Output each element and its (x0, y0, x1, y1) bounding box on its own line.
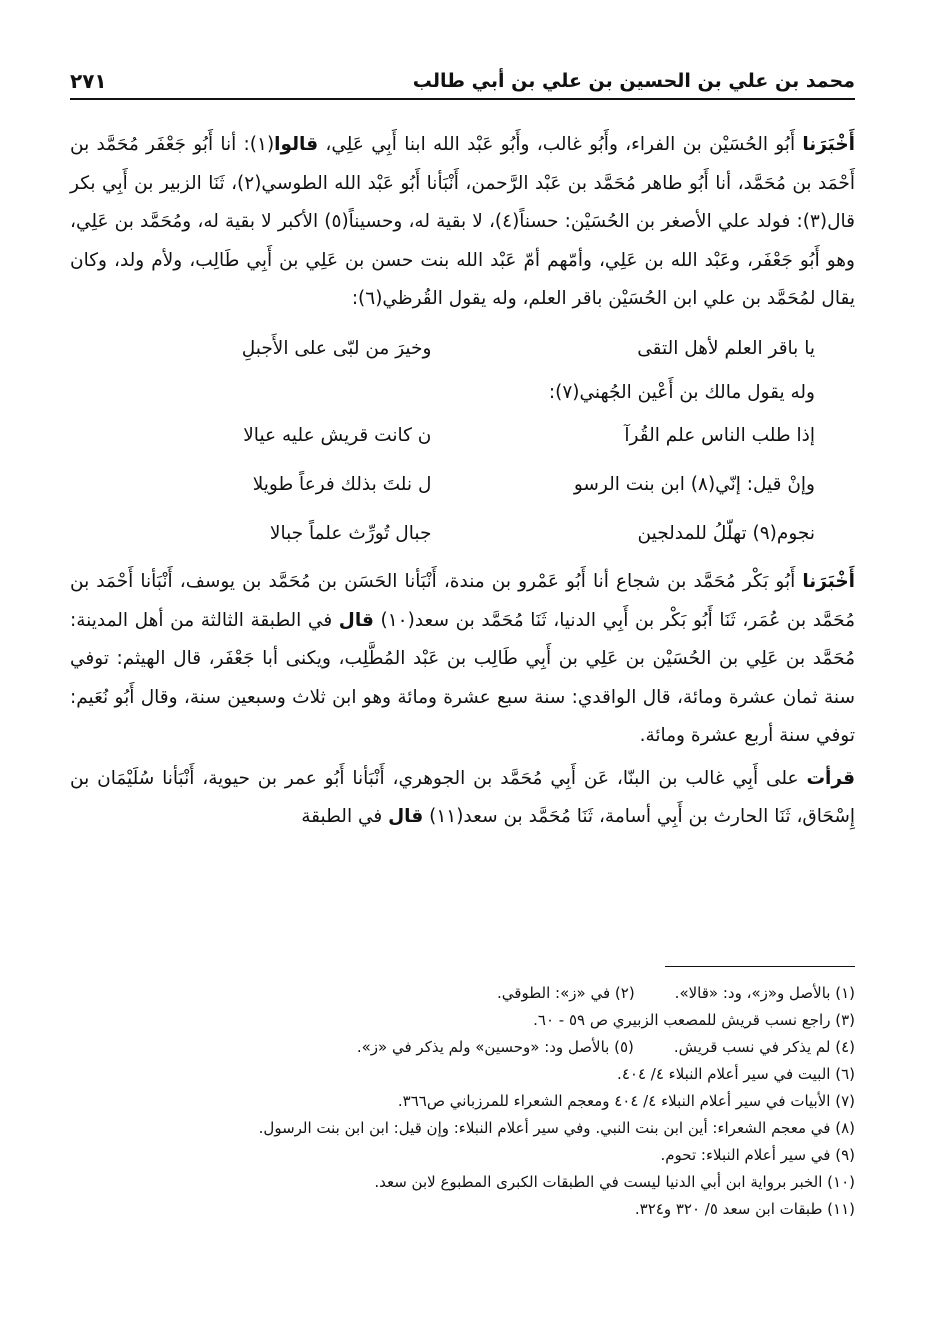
keyword: قال (388, 806, 424, 827)
footnotes (70, 980, 855, 1223)
footnote-row (70, 1007, 855, 1034)
verse-line (70, 461, 855, 510)
text-run: في الطبقة الثالثة من أهل المدينة: مُحَمَّد بن عَلِي بن الحُسَيْن بن عَلِي بن أَبِي طَالِب بن عَبْد المُطَّلِب، ويكنى أبا جَعْفَر، قال الهيثم: توفي سنة ثمان عشرة ومائة، قال الواقدي: سنة سبع عشرة ومائة وهو ابن ثلاث وسبعين سنة، وقال أَبُو نُعَيم: توفي سنة أربع عشرة ومائة. (70, 609, 855, 746)
verse-second-hemistich: وخيرَ من لبّى على الأَجبلِ (241, 337, 432, 359)
keyword: قالوا (274, 134, 319, 155)
footnote-5: (٥) بالأصل ود: «وحسين» ولم يذكر في «ز». (356, 1038, 634, 1056)
paragraph-1 (70, 126, 855, 319)
main-text (70, 126, 855, 837)
verse-line (70, 412, 855, 461)
paragraph-2 (70, 563, 855, 756)
keyword: قرأت (806, 767, 855, 789)
footnote-separator (665, 966, 855, 967)
footnote-row (70, 1142, 855, 1169)
verse-line (70, 325, 855, 374)
verse-first-hemistich: وإنْ قيل: إنّي(٨) ابن بنت الرسو (573, 474, 815, 496)
footnote-11: (١١) طبقات ابن سعد ٥/ ٣٢٠ و٣٢٤. (634, 1200, 855, 1218)
paragraph-3 (70, 760, 855, 837)
running-title: محمد بن علي بن الحسين بن علي بن أبي طالب (412, 70, 855, 92)
keyword: أَخْبَرَنا (802, 134, 855, 155)
page-number: ٢٧١ (70, 69, 107, 93)
verse-first-hemistich: يا باقر العلم لأهل التقى (637, 337, 815, 359)
keyword: أَخْبَرَنا (802, 571, 855, 592)
footnote-row (70, 1061, 855, 1088)
keyword: قال (338, 609, 374, 631)
footnote-8: (٨) في معجم الشعراء: أين ابن بنت النبي. وفي سير أعلام النبلاء: وإن قيل: ابن ابن بنت الرسول. (258, 1119, 855, 1137)
footnote-3: (٣) راجع نسب قريش للمصعب الزبيري ص ٥٩ - ٦٠. (533, 1011, 855, 1029)
footnote-4: (٤) لم يذكر في نسب قريش. (673, 1038, 855, 1056)
footnote-6: (٦) البيت في سير أعلام النبلاء ٤/ ٤٠٤. (617, 1065, 855, 1083)
footnote-9: (٩) في سير أعلام النبلاء: تحوم. (660, 1146, 855, 1164)
text-run: في الطبقة (301, 806, 389, 827)
page-header (70, 64, 855, 100)
footnote-row (70, 1196, 855, 1223)
verse-second-hemistich: ل نلتَ بذلك فرعاً طويلا (252, 474, 432, 496)
verse-block-1 (70, 325, 855, 560)
verse-first-hemistich: إذا طلب الناس علم القُرآ (624, 425, 815, 447)
footnote-row (70, 1034, 855, 1061)
verse-line (70, 510, 855, 559)
footnote-1: (١) بالأصل و«ز»، ود: «قالا». (674, 984, 855, 1002)
footnote-10: (١٠) الخبر برواية ابن أبي الدنيا ليست في الطبقات الكبرى المطبوع لابن سعد. (374, 1173, 855, 1191)
verse-second-hemistich: ن كانت قريش عليه عيالا (243, 425, 432, 447)
footnote-row (70, 1169, 855, 1196)
verse-intro: وله يقول مالك بن أَعْين الجُهني(٧): (548, 381, 815, 403)
footnote-2: (٢) في «ز»: الطوقي. (497, 984, 635, 1002)
footnote-row (70, 1115, 855, 1142)
verse-first-hemistich: نجوم(٩) تهلّلُ للمدلجين (637, 523, 815, 545)
text-run: أَبُو بَكْر مُحَمَّد بن شجاع أنا أَبُو عَمْرو بن مندة، أَنْبَأنا الحَسَن بن مُحَمَّد بن يوسف، أَنْبَأنا أَحْمَد بن مُحَمَّد بن عُمَر، ثَنَا أَبُو بَكْر بن أَبِي الدنيا، ثَنَا مُحَمَّد بن سعد(١٠) (70, 571, 855, 631)
footnote-row (70, 1088, 855, 1115)
footnote-7: (٧) الأبيات في سير أعلام النبلاء ٤/ ٤٠٤ ومعجم الشعراء للمرزباني ص٣٦٦. (397, 1092, 855, 1110)
verse-second-hemistich: جبال تُورِّث علماً جبالا (269, 523, 432, 545)
text-run: أَبُو الحُسَيْن بن الفراء، وأَبُو غالب، وأَبُو عَبْد الله ابنا أَبِي عَلِي، (318, 134, 803, 155)
footnote-row (70, 980, 855, 1007)
text-run: (١): أنا أَبُو جَعْفَر مُحَمَّد بن أَحْمَد بن مُحَمَّد، أنا أَبُو طاهر مُحَمَّد بن عَبْد الرَّحمن، أَنْبَأنا أَبُو عَبْد الله الطوسي(٢)، ثَنَا الزبير بن أَبِي بكر قال(٣): فولد علي الأصغر بن الحُسَيْن: حسناً(٤)، لا بقية له، وحسيناً(٥) الأكبر لا بقية له، ومُحَمَّد بن عَلِي، وهو أَبُو جَعْفَر، وعَبْد الله بن عَلِي، وأمّهم أمّ عَبْد الله بنت حسن بن عَلِي بن أَبِي طَالِب، ولأم ولد، وكان يقال لمُحَمَّد بن علي ابن الحُسَيْن باقر العلم، وله يقول القُرظي(٦): (70, 134, 855, 309)
text-run: على أَبِي غالب بن البنّا، عَن أَبِي مُحَمَّد بن الجوهري، أَنْبَأنا أَبُو عمر بن حيوية، أَنْبَأنا سُلَيْمَان بن إِسْحَاق، ثَنَا الحارث بن أَبِي أسامة، ثَنَا مُحَمَّد بن سعد(١١) (70, 767, 855, 827)
